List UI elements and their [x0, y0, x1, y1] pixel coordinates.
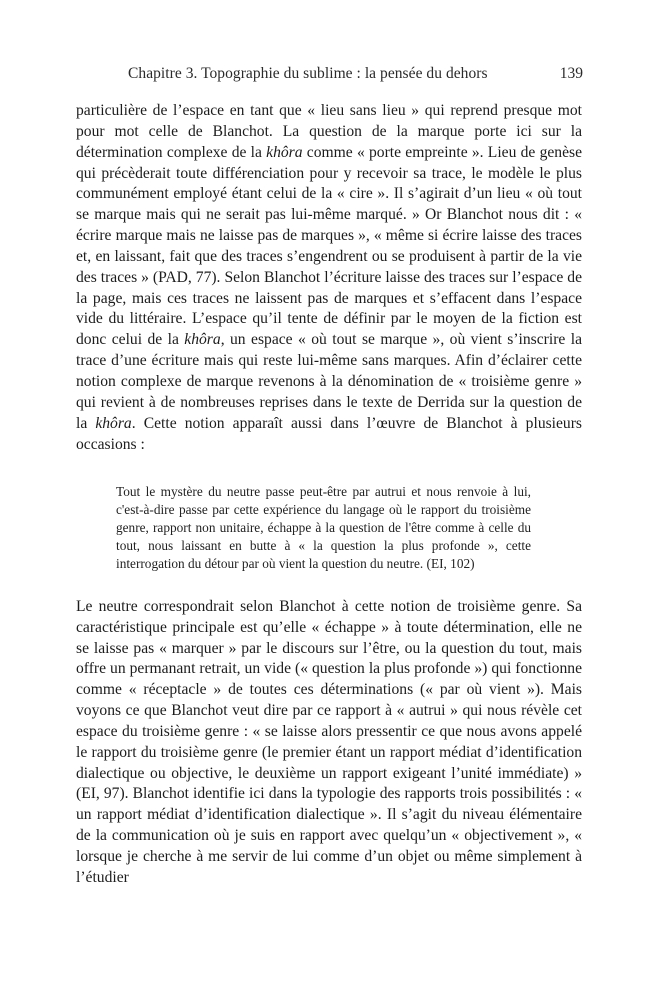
paragraph-1-part-4: . Cette notion apparaît aussi dans l’œuvre de Blanchot à plusieurs occasions : [76, 414, 582, 453]
khora-term: khôra [184, 331, 221, 349]
body-text [76, 101, 582, 889]
paragraph-1-part-2: comme « porte empreinte ». Lieu de genèse qui précèderait toute différenciation pour y recevoir sa trace, le modèle le plus communément employé étant celui de la « cire ». Il s’agirait d’un lieu « où tout se marque mais qui ne serait pas lui-même marqué. » Or Blanchot nous dit : « écrire marque mais ne laisse pas de marques », « même si écrire laisse des traces et, en laissant, fait que des traces s’engendrent ou se produisent à partir de la vie des traces » (PAD, 77). Selon Blanchot l’écriture laisse des traces sur l’espace de la page, mais ces traces ne laissent pas de marques et s’effacent dans l’espace vide du littéraire. L’espace qu’il tente de définir par le moyen de la fiction est donc celui de la [76, 143, 582, 349]
paragraph-1 [76, 101, 582, 455]
block-quote: Tout le mystère du neutre passe peut-être par autrui et nous renvoie à lui, c'est-à-dire passe par cette expérience du langage où le rapport du troisième genre, rapport non unitaire, échappe à la question de l'être comme à celle du tout, nous laissant en butte à « la question la plus profonde », cette interrogation du détour par où vient la question du neutre. (EI, 102) [116, 484, 531, 571]
paragraph-1-part-1: particulière de l’espace en tant que « lieu sans lieu » qui reprend presque mot pour mot celle de Blanchot. La question de la marque porte ici sur la détermination complexe de la [76, 102, 582, 161]
page-number: 139 [559, 65, 583, 82]
khora-term: khôra [266, 143, 303, 161]
khora-term: khôra [95, 414, 132, 432]
chapter-title: Chapitre 3. Topographie du sublime : la pensée du dehors [128, 65, 488, 82]
running-header [128, 64, 583, 84]
paragraph-1-part-3: , un espace « où tout se marque », où vient s’inscrire la trace d’une écriture mais qui reste lui-même sans marques. Afin d’éclairer cette notion complexe de marque revenons à la dénomination de « troisième genre » qui revient à de nombreuses reprises dans le texte de Derrida sur la question de la [76, 331, 582, 432]
paragraph-2: Le neutre correspondrait selon Blanchot à cette notion de troisième genre. Sa caractéristique principale est qu’elle « échappe » à toute détermination, elle ne se laisse pas « marquer » par le discours sur l’être, ou la question du tout, mais offre un permanant retrait, un vide (« question la plus profonde ») qui fonctionne comme « réceptacle » de toutes ces déterminations (« par où vient »). Mais voyons ce que Blanchot veut dire par ce rapport à « autrui » qui nous révèle cet espace du troisième genre : « se laisse alors pressentir ce que nous avons appelé le rapport du troisième genre (le premier étant un rapport médiat d’identification dialectique ou objective, le deuxième un rapport exigeant l’unité immédiate) » (EI, 97). Blanchot identifie ici dans la typologie des rapports trois possibilités : « un rapport médiat d’identification dialectique ». Il s’agit du niveau élémentaire de la communication où je suis en rapport avec quelqu’un « objectivement », « lorsque je cherche à me servir de lui comme d’un objet ou même simplement à l’étudier [76, 597, 582, 886]
